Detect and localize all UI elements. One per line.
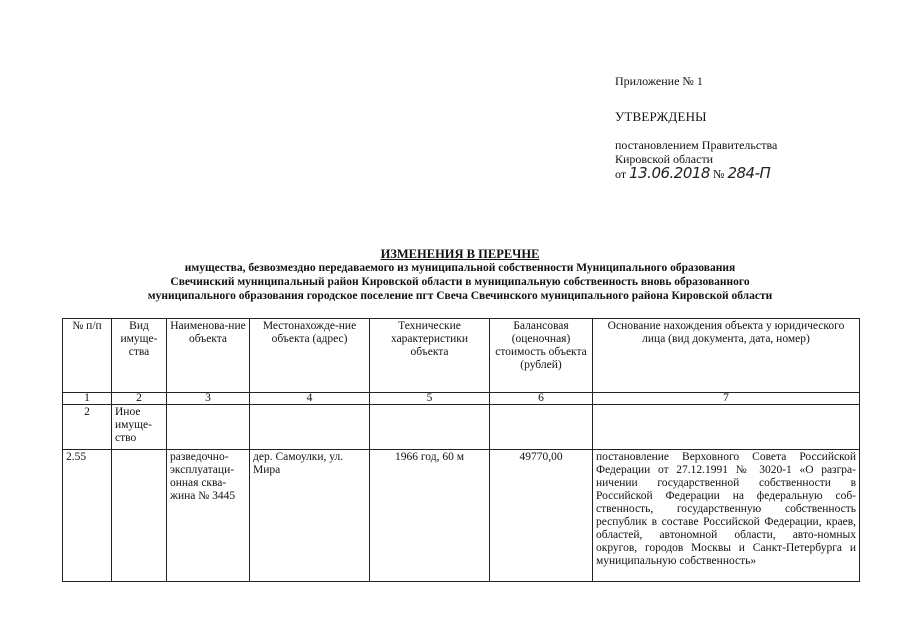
column-number: 4 bbox=[250, 393, 370, 405]
header-property-type: Вид имуще-ства bbox=[112, 319, 167, 393]
heading-title: ИЗМЕНЕНИЯ В ПЕРЕЧНЕ bbox=[380, 247, 540, 261]
header-object-name: Наименова-ние объекта bbox=[167, 319, 250, 393]
resolution-line: постановлением Правительства bbox=[615, 138, 778, 152]
empty-cell bbox=[490, 405, 593, 450]
column-number-row bbox=[63, 393, 860, 405]
header-number: № п/п bbox=[63, 319, 112, 393]
empty-cell bbox=[250, 405, 370, 450]
item-name: разведочно-эксплуатаци-онная сква-жина № 3445 bbox=[167, 450, 250, 582]
heading-line-3: муниципального образования городское поселение пгт Свеча Свечинского муниципального района Кировской области bbox=[147, 290, 773, 302]
empty-cell bbox=[593, 405, 860, 450]
group-number: 2 bbox=[63, 405, 112, 450]
header-book-value: Балансовая (оценочная) стоимость объекта (рублей) bbox=[490, 319, 593, 393]
date-number-line bbox=[615, 166, 777, 181]
header-basis: Основание нахождения объекта у юридического лица (вид документа, дата, номер) bbox=[593, 319, 860, 393]
column-number: 7 bbox=[593, 393, 860, 405]
property-table bbox=[62, 318, 860, 582]
column-number: 3 bbox=[167, 393, 250, 405]
region-line: Кировской области bbox=[615, 152, 714, 166]
item-basis: постановление Верховного Совета Российской Федерации от 27.12.1991 № 3020-1 «О разгра-ничении государственной собственности в Российской Федерации на федеральную соб-ственность, государственную собственность республик в составе Российской Федерации, краев, областей, автономной области, авто-номных округов, городов Москвы и Санкт-Петербурга и муниципальную собственность» bbox=[593, 450, 860, 582]
column-number: 1 bbox=[63, 393, 112, 405]
column-number: 5 bbox=[370, 393, 490, 405]
column-number: 6 bbox=[490, 393, 593, 405]
handwritten-date: 13.06.2018 bbox=[629, 164, 710, 182]
heading-line-1: имущества, безвозмездно передаваемого из муниципальной собственности Муниципального образования bbox=[184, 262, 736, 274]
item-number: 2.55 bbox=[63, 450, 112, 582]
from-label: от bbox=[615, 167, 627, 181]
heading-line-2: Свечинский муниципальный район Кировской области в муниципальную собственность вновь образованного bbox=[170, 276, 750, 288]
annex-number: Приложение № 1 bbox=[615, 74, 703, 88]
empty-cell bbox=[370, 405, 490, 450]
table-header-row bbox=[63, 319, 860, 393]
column-number: 2 bbox=[112, 393, 167, 405]
table-row bbox=[63, 405, 860, 450]
group-type: Иное имуще-ство bbox=[112, 405, 167, 450]
document-heading bbox=[60, 247, 860, 303]
item-specs: 1966 год, 60 м bbox=[370, 450, 490, 582]
number-sign: № bbox=[712, 167, 725, 181]
item-type bbox=[112, 450, 167, 582]
handwritten-number: 284-П bbox=[727, 164, 771, 182]
empty-cell bbox=[167, 405, 250, 450]
header-location: Местонахожде-ние объекта (адрес) bbox=[250, 319, 370, 393]
table-row bbox=[63, 450, 860, 582]
item-address: дер. Самоулки, ул. Мира bbox=[250, 450, 370, 582]
approved-label: УТВЕРЖДЕНЫ bbox=[615, 109, 707, 124]
item-value: 49770,00 bbox=[490, 450, 593, 582]
approval-block bbox=[615, 74, 777, 181]
header-specs: Технические характеристики объекта bbox=[370, 319, 490, 393]
